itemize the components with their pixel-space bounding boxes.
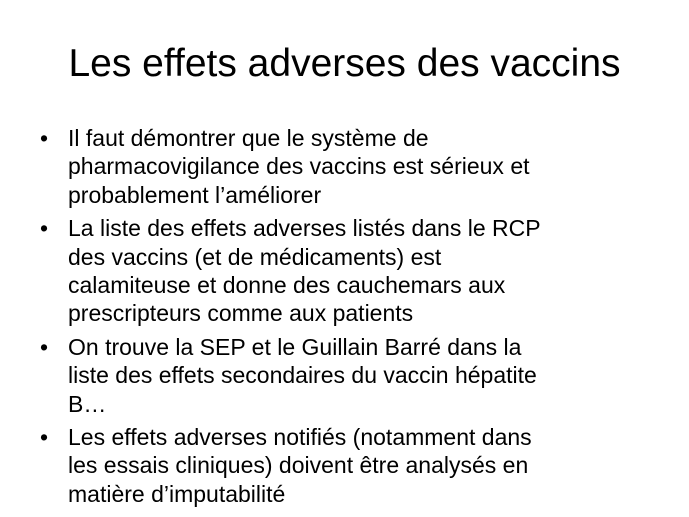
bullet-3-line-1: On trouve la SEP et le Guillain Barré dans la xyxy=(68,333,522,360)
bullet-2-line-4: prescripteurs comme aux patients xyxy=(68,300,414,327)
bullet-list xyxy=(40,124,640,513)
bullet-item-4 xyxy=(40,423,640,508)
bullet-2-line-2: des vaccins (et de médicaments) est xyxy=(68,243,442,270)
bullet-item-3 xyxy=(40,333,640,418)
bullet-1-line-3: probablement l’améliorer xyxy=(68,181,322,208)
bullet-dot-icon: • xyxy=(40,125,49,151)
bullet-1-line-1: Il faut démontrer que le système de xyxy=(68,125,429,151)
bullet-item-2 xyxy=(40,214,640,328)
bullet-4-line-2: les essais cliniques) doivent être analysés en xyxy=(68,452,529,479)
bullet-3-line-2: liste des effets secondaires du vaccin hépatite xyxy=(68,362,537,389)
bullet-2-line-3: calamiteuse et donne des cauchemars aux xyxy=(68,272,506,299)
bullet-item-1 xyxy=(40,124,640,209)
bullet-dot-icon: • xyxy=(40,333,49,360)
bullet-4-line-3: matière d’imputabilité xyxy=(68,480,286,507)
bullet-dot-icon: • xyxy=(40,424,49,451)
bullet-4-line-1: Les effets adverses notifiés (notamment dans xyxy=(68,424,532,451)
bullet-dot-icon: • xyxy=(40,215,49,242)
bullet-3-line-3: B… xyxy=(68,390,107,417)
bullet-1-line-2: pharmacovigilance des vaccins est sérieux et xyxy=(68,153,530,180)
slide-title: Les effets adverses des vaccins xyxy=(68,42,621,85)
bullet-2-line-1: La liste des effets adverses listés dans le RCP xyxy=(68,215,541,242)
